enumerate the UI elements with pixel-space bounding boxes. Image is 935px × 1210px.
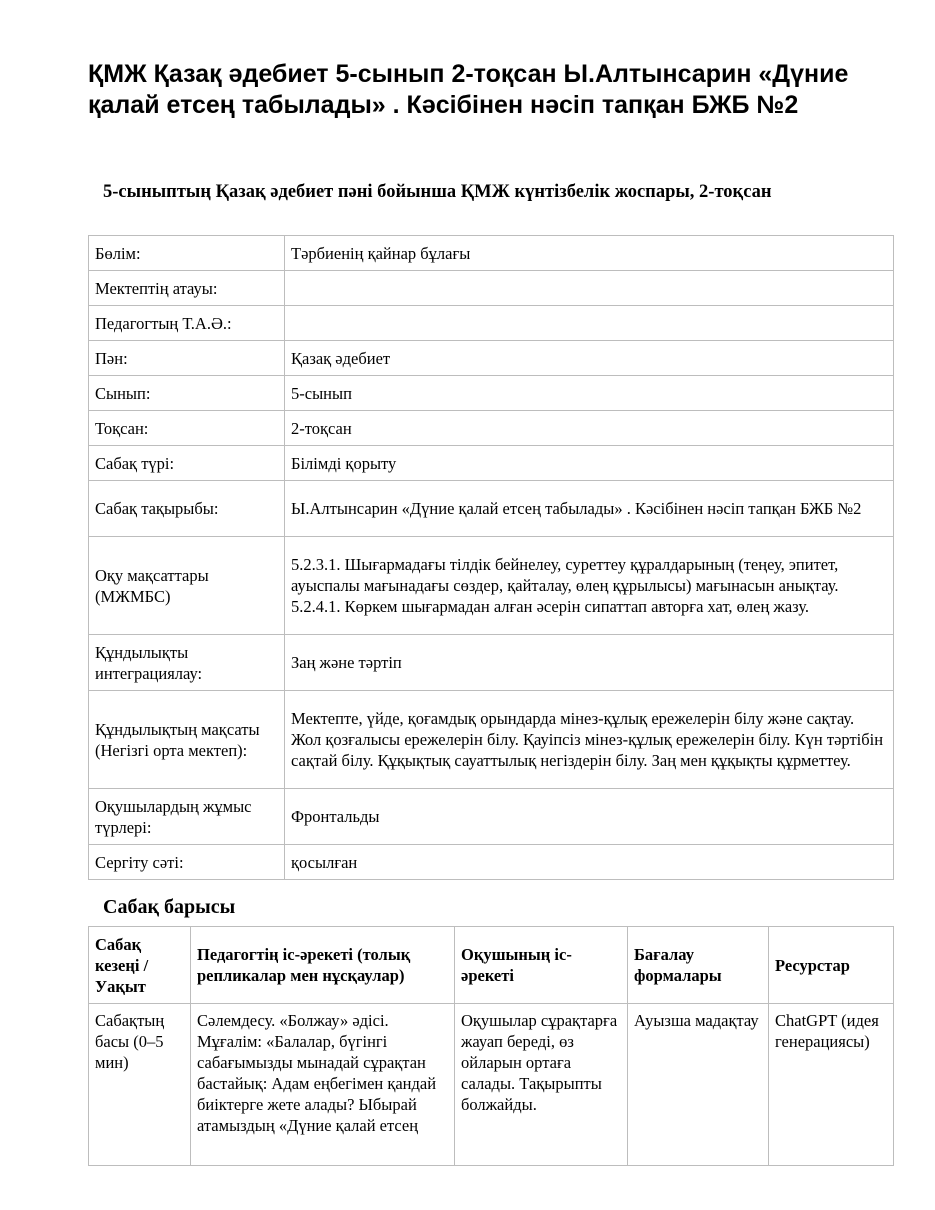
info-value: Мектепте, үйде, қоғамдық орындарда мінез-құлық ережелерін білу және сақтау. Жол қозғалысы ережелерін білу. Қауіпсіз мінез-құлық ережелерін білу. Күн тәртібін сақтай білу. Құқықтық сауаттылық негіздерін білу. Заң мен құқықты құрметтеу. [285,691,894,789]
info-value: 5-сынып [285,376,894,411]
info-row-teacher-name [89,306,894,341]
lesson-header-row [89,927,894,1004]
header-student-activity: Оқушының іс-әрекеті [455,927,628,1004]
info-row-grade [89,376,894,411]
info-row-school-name [89,271,894,306]
info-label: Сабақ тақырыбы: [89,481,285,537]
info-label: Сынып: [89,376,285,411]
lesson-info-table [88,235,894,880]
info-value: Қазақ әдебиет [285,341,894,376]
info-label: Мектептің атауы: [89,271,285,306]
lesson-flow-table [88,926,894,1166]
header-resources: Ресурстар [769,927,894,1004]
info-value [285,271,894,306]
cell-assessment: Ауызша мадақтау [628,1004,769,1166]
info-label: Құндылықтың мақсаты (Негізгі орта мектеп): [89,691,285,789]
cell-teacher-activity: Сәлемдесу. «Болжау» әдісі. Мұғалім: «Балалар, бүгінгі сабағымызды мынадай сұрақтан бастайық: Адам еңбегімен қандай биіктерге жете алады? Ыбырай атамыздың «Дүние қалай етсең [191,1004,455,1166]
info-row-value-integration [89,635,894,691]
lesson-flow-heading: Сабақ барысы [103,896,236,918]
info-label: Пән: [89,341,285,376]
info-value: қосылған [285,845,894,880]
info-value: 2-тоқсан [285,411,894,446]
info-row-section [89,236,894,271]
info-row-lesson-topic [89,481,894,537]
info-label: Оқу мақсаттары (МЖМБС) [89,537,285,635]
cell-resources: ChatGPT (идея генерациясы) [769,1004,894,1166]
info-label: Сабақ түрі: [89,446,285,481]
info-value: Фронтальды [285,789,894,845]
info-label: Педагогтың Т.А.Ә.: [89,306,285,341]
info-label: Бөлім: [89,236,285,271]
info-row-lesson-type [89,446,894,481]
header-assessment: Бағалау формалары [628,927,769,1004]
header-stage-time: Сабақ кезеңі / Уақыт [89,927,191,1004]
info-value [285,306,894,341]
info-label: Құндылықты интеграциялау: [89,635,285,691]
plan-heading: 5-сыныптың Қазақ әдебиет пәні бойынша ҚМЖ күнтізбелік жоспары, 2-тоқсан [103,182,772,202]
info-row-subject [89,341,894,376]
info-row-work-forms [89,789,894,845]
info-row-value-goal [89,691,894,789]
info-label: Сергіту сәті: [89,845,285,880]
info-label: Оқушылардың жұмыс түрлері: [89,789,285,845]
info-label: Тоқсан: [89,411,285,446]
info-value: 5.2.3.1. Шығармадағы тілдік бейнелеу, суреттеу құралдарының (теңеу, эпитет, ауыспалы мағынадағы сөздер, қайталау, өлең құрылысы) мағынасын анықтау. 5.2.4.1. Көркем шығармадан алған әсерін сипаттап авторға хат, өлең жазу. [285,537,894,635]
info-row-learning-objectives [89,537,894,635]
info-value: Заң және тәртіп [285,635,894,691]
info-row-quarter [89,411,894,446]
info-row-break-moment [89,845,894,880]
info-value: Білімді қорыту [285,446,894,481]
cell-student-activity: Оқушылар сұрақтарға жауап береді, өз ойларын ортаға салады. Тақырыпты болжайды. [455,1004,628,1166]
info-value: Ы.Алтынсарин «Дүние қалай етсең табылады» . Кәсібінен нәсіп тапқан БЖБ №2 [285,481,894,537]
info-value: Тәрбиенің қайнар бұлағы [285,236,894,271]
table-row [89,1004,894,1166]
header-teacher-activity: Педагогтің іс-әрекеті (толық репликалар мен нұсқаулар) [191,927,455,1004]
cell-stage-time: Сабақтың басы (0–5 мин) [89,1004,191,1166]
document-title: ҚМЖ Қазақ әдебиет 5-сынып 2-тоқсан Ы.Алтынсарин «Дүние қалай етсең табылады» . Кәсібінен нәсіп тапқан БЖБ №2 [88,60,849,119]
